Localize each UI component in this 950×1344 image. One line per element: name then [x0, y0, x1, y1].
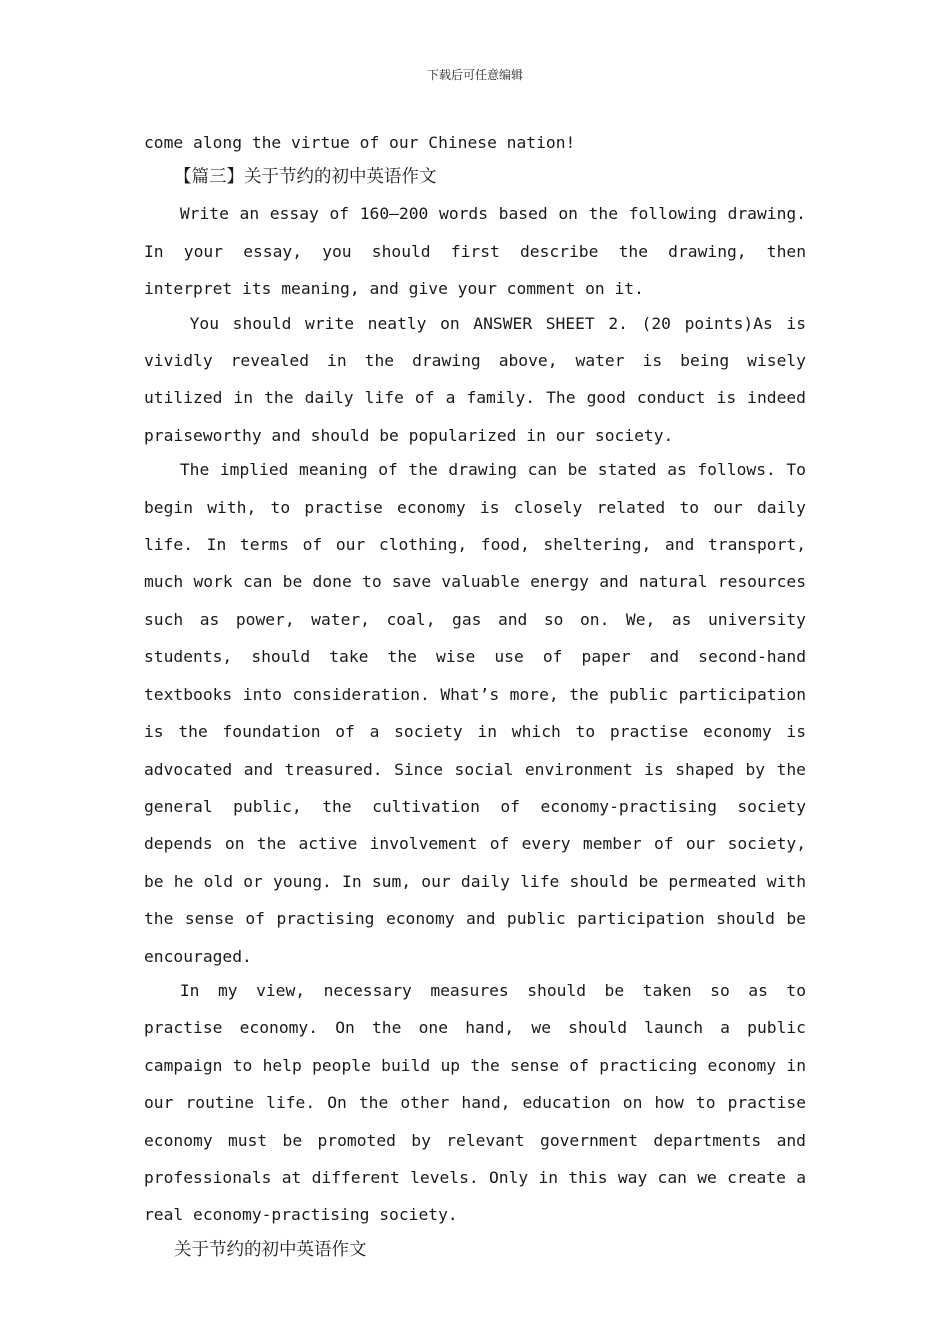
closing-line: come along the virtue of our Chinese nation! — [144, 133, 576, 152]
footer-heading: 关于节约的初中英语作文 — [174, 1239, 367, 1260]
task-paragraph: Write an essay of 160—200 words based on the following drawing. In your essay, you should first describe the drawing, then interpret its meaning, and give your comment on it. — [144, 204, 806, 299]
document-body — [144, 124, 806, 1268]
section-heading: 【篇三】关于节约的初中英语作文 — [174, 167, 437, 188]
essay-paragraph-2: The implied meaning of the drawing can be stated as follows. To begin with, to practise economy is closely related to our daily life. In terms of our clothing, food, sheltering, and transport, much work can be done to save valuable energy and natural resources such as power, water, coal, gas and so on. We, as university students, should take the wise use of paper and second-hand textbooks into consideration. What’s more, the public participation is the foundation of a society in which to practise economy is advocated and treasured. Since social environment is shaped by the general public, the cultivation of economy-practising society depends on the active involvement of every member of our society, be he old or young. In sum, our daily life should be permeated with the sense of practising economy and public participation should be encouraged. — [144, 460, 806, 966]
page-header: 下载后可任意编辑 — [426, 68, 523, 82]
essay-paragraph-3: In my view, necessary measures should be taken so as to practise economy. On the one hand, we should launch a public campaign to help people build up the sense of practicing economy in our routine life. On the other hand, education on how to practise economy must be promoted by relevant government departments and professionals at different levels. Only in this way can we create a real economy-practising society. — [144, 980, 806, 1225]
essay-paragraph-1: You should write neatly on ANSWER SHEET 2. (20 points)As is vividly revealed in the drawing above, water is being wisely utilized in the daily life of a family. The good conduct is indeed praiseworthy and should be popularized in our society. — [144, 313, 806, 445]
